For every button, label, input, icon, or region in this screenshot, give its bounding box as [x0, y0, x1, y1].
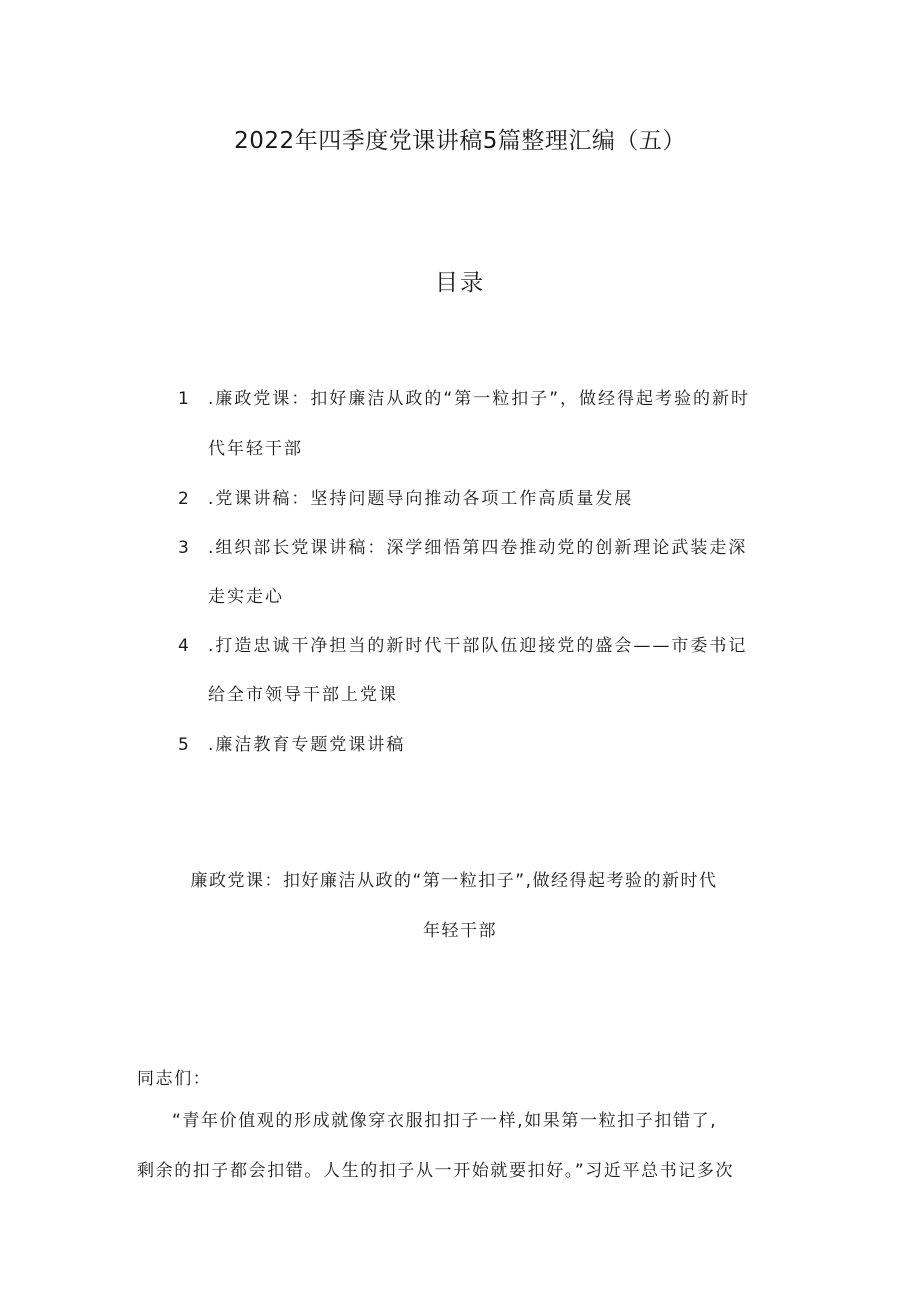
toc-item-number: 2 [178, 489, 191, 509]
toc-item-2 [178, 484, 633, 509]
toc-item-1 [178, 384, 750, 409]
section-title-continuation: 年轻干部 [423, 921, 497, 941]
toc-item-number: 3 [178, 538, 191, 558]
toc-item-5 [178, 730, 405, 755]
toc-item-number: 5 [178, 735, 191, 755]
toc-item-3 [178, 533, 747, 558]
toc-item-number: 4 [178, 636, 191, 656]
toc-item-text: .党课讲稿：坚持问题导向推动各项工作高质量发展 [208, 489, 634, 509]
salutation: 同志们： [137, 1069, 212, 1089]
body-paragraph-line: “青年价值观的形成就像穿衣服扣扣子一样,如果第一粒扣子扣错了, [172, 1111, 718, 1131]
document-title: 2022年四季度党课讲稿5篇整理汇编（五） [234, 128, 686, 154]
toc-heading: 目录 [435, 270, 485, 296]
toc-item-text: .廉政党课：扣好廉洁从政的“第一粒扣子”，做经得起考验的新时 [208, 389, 751, 409]
toc-item-4-continuation: 给全市领导干部上党课 [208, 685, 398, 705]
toc-item-text: .廉洁教育专题党课讲稿 [208, 735, 406, 755]
toc-item-text: .打造忠诚干净担当的新时代干部队伍迎接党的盛会——市委书记 [208, 636, 748, 656]
toc-item-3-continuation: 走实走心 [208, 587, 284, 607]
toc-item-text: .组织部长党课讲稿：深学细悟第四卷推动党的创新理论武装走深 [208, 538, 748, 558]
section-title: 廉政党课：扣好廉洁从政的“第一粒扣子”,做经得起考验的新时代 [190, 871, 718, 891]
toc-item-1-continuation: 代年轻干部 [208, 439, 303, 459]
body-paragraph-line: 剩余的扣子都会扣错。人生的扣子从一开始就要扣好。”习近平总书记多次 [137, 1161, 735, 1181]
toc-item-4 [178, 631, 747, 656]
toc-item-number: 1 [178, 389, 191, 409]
